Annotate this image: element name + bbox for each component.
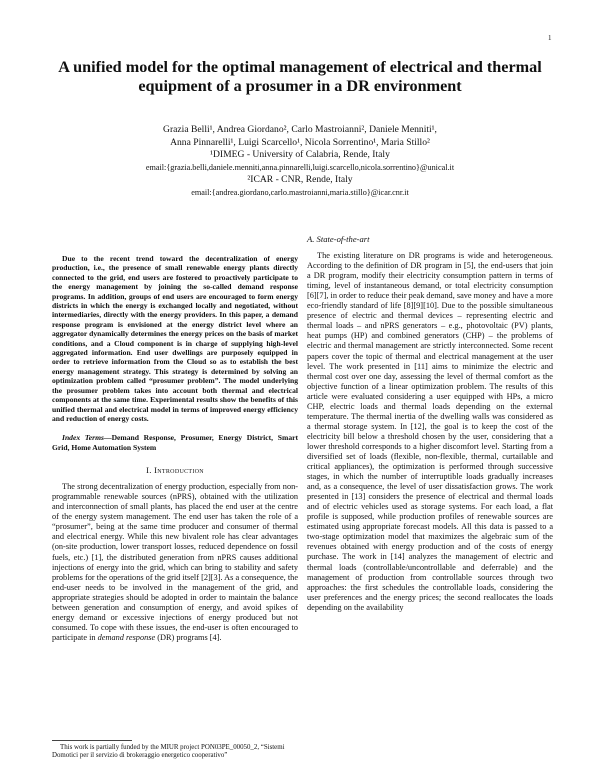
page-number: 1 xyxy=(548,34,552,42)
index-terms-label: Index Terms xyxy=(62,433,104,443)
left-column xyxy=(52,254,298,643)
abstract: Due to the recent trend toward the decentralization of energy production, i.e., the presence of small renewable energy plants directly connected to the grid, end users are fostered to proactively participate to the energy management by joining the so-called demand response programs. In addition, groups of end users are encouraged to form energy districts in which the energy is exchanged locally and negotiated, without intermediaries, directly with the energy providers. In this paper, a demand response program is envisioned at the energy district level where an aggregator dynamically determines the energy prices on the basis of market conditions, and a Cloud component is in charge of supplying high-level aggregated information. End user dwellings are purposely equipped in order to retrieve information from the Cloud so as to establish the best energy management strategy. This strategy is determined by solving an optimization problem called “prosumer problem”. The model underlying the prosumer problem takes into account both thermal and electrical components at the same time. Experimental results show the benefits of this unified thermal and electrical model in terms of improved energy efficiency and reduction of energy costs. xyxy=(52,254,298,423)
author-line-1: Grazia Belli¹, Andrea Giordano², Carlo Mastroianni², Daniele Menniti¹, xyxy=(163,124,437,135)
footnote-rule xyxy=(52,740,132,741)
index-terms-text: —Demand Response, Prosumer, Energy District, Smart Grid, Home Automation System xyxy=(52,433,299,452)
footnote: This work is partially funded by the MIUR project PON03PE_00050_2, “Sistemi Domotici per il servizio di brokeraggio energetico cooperativo” xyxy=(52,744,285,760)
intro-text: The strong decentralization of energy production, especially from non-programmable renewable sources (nPRS), obtained with the utilization and interconnection of small plants, has placed the end user at the centre of the energy system management. The end user has taken the role of a “prosumer”, being at the same time producer and consumer of thermal and electrical energy. While this new bivalent role has clear advantages (on-site production, lower transport losses, reduced dependence on fossil fuels, etc.) [1], the distributed generation from nPRS causes additional injections of energy into the grid, which can bring to stability and safety problems for the operations of the grid itself [2][3]. As a consequence, the end-user needs to be involved in the management of the grid, and appropriate strategies should be adopted in order to maintain the balance between generation and consumption of energy, and avoid spikes of energy demand or excessive injections of energy produced but not consumed. To cope with these issues, the end-user is often encouraged to participate in xyxy=(52,482,298,642)
intro-paragraph xyxy=(52,482,298,643)
subsection-heading-state-of-the-art: A. State-of-the-art xyxy=(307,234,370,244)
paper-title: A unified model for the optimal management of electrical and thermal equipment of a prosumer in a DR environment xyxy=(58,58,542,95)
right-column xyxy=(307,234,553,613)
intro-emphasis: demand response xyxy=(97,632,156,642)
author-block xyxy=(40,124,560,200)
section-heading-introduction: I. Introduction xyxy=(146,465,204,476)
email-1: email:{grazia.belli,daniele.menniti,anna.pinnarelli,luigi.scarcello,nicola.sorrentino}@unical.it xyxy=(145,162,455,172)
affiliation-2: ²ICAR - CNR, Rende, Italy xyxy=(247,174,353,186)
intro-tail: (DR) programs [4]. xyxy=(155,632,222,642)
index-terms xyxy=(52,433,298,452)
email-2: email:{andrea.giordano,carlo.mastroianni,maria.stillo}@icar.cnr.it xyxy=(191,187,409,197)
affiliation-1: ¹DIMEG - University of Calabria, Rende, Italy xyxy=(210,149,390,161)
state-of-the-art-paragraph: The existing literature on DR programs is wide and heterogeneous. According to the definition of DR program in [5], the end-users that join a DR program, modify their electricity consumption pattern in terms of timing, level of instantaneous demand, or total electricity consumption [6][7], in order to reduce their peak demand, save money and have a more eco-friendly standard of life [8][9][10]. Due to the possible simultaneous presence of electric and thermal devices – representing electric and thermal loads – and nPRS generators – e.g., photovoltaic (PV) plants, heat pumps (HP) and combined generators (CHP) – the problems of electric and thermal management are strictly interconnected. Some recent papers cover the topic of thermal and electrical management at the user level. The work presented in [11] aims to minimize the electric and thermal cost over one day, assessing the level of thermal comfort as the objective function of a linear optimization problem. The results of this article were evaluated considering a user equipped with HPs, a micro CHP, electric loads and thermal loads depending on the external temperature. The thermal inertia of the dwelling walls was considered as a thermal storage system. In [12], the goal is to keep the cost of the electricity bill below a threshold chosen by the user, considering that a lower threshold corresponds to a higher discomfort level. Starting from a diversified set of loads (flexible, non-flexible, thermal, curtailable and critical appliances), the optimization is performed through successive stages, in which the number of interruptible loads gradually increases and, as a consequence, the level of user dissatisfaction grows. The work presented in [13] considers the presence of electrical and thermal loads and of electric vehicles used as storage systems. For each load, a flat profile is supposed, while production profiles of renewable sources are estimated using appropriate forecast models. All this data is passed to a two-stage optimization model that maximizes the algebraic sum of the revenues obtained with energy production and of the costs of energy purchase. The work in [14] analyzes the management of electric and thermal loads (controllable/uncontrollable and deferrable) and the management of production from controllable sources through two approaches: the first schedules the controllable loads, considering the user preferences and the energy prices; the second reallocates the loads depending on the availability xyxy=(307,251,553,612)
author-line-2: Anna Pinnarelli¹, Luigi Scarcello¹, Nicola Sorrentino¹, Maria Stillo² xyxy=(170,136,430,148)
